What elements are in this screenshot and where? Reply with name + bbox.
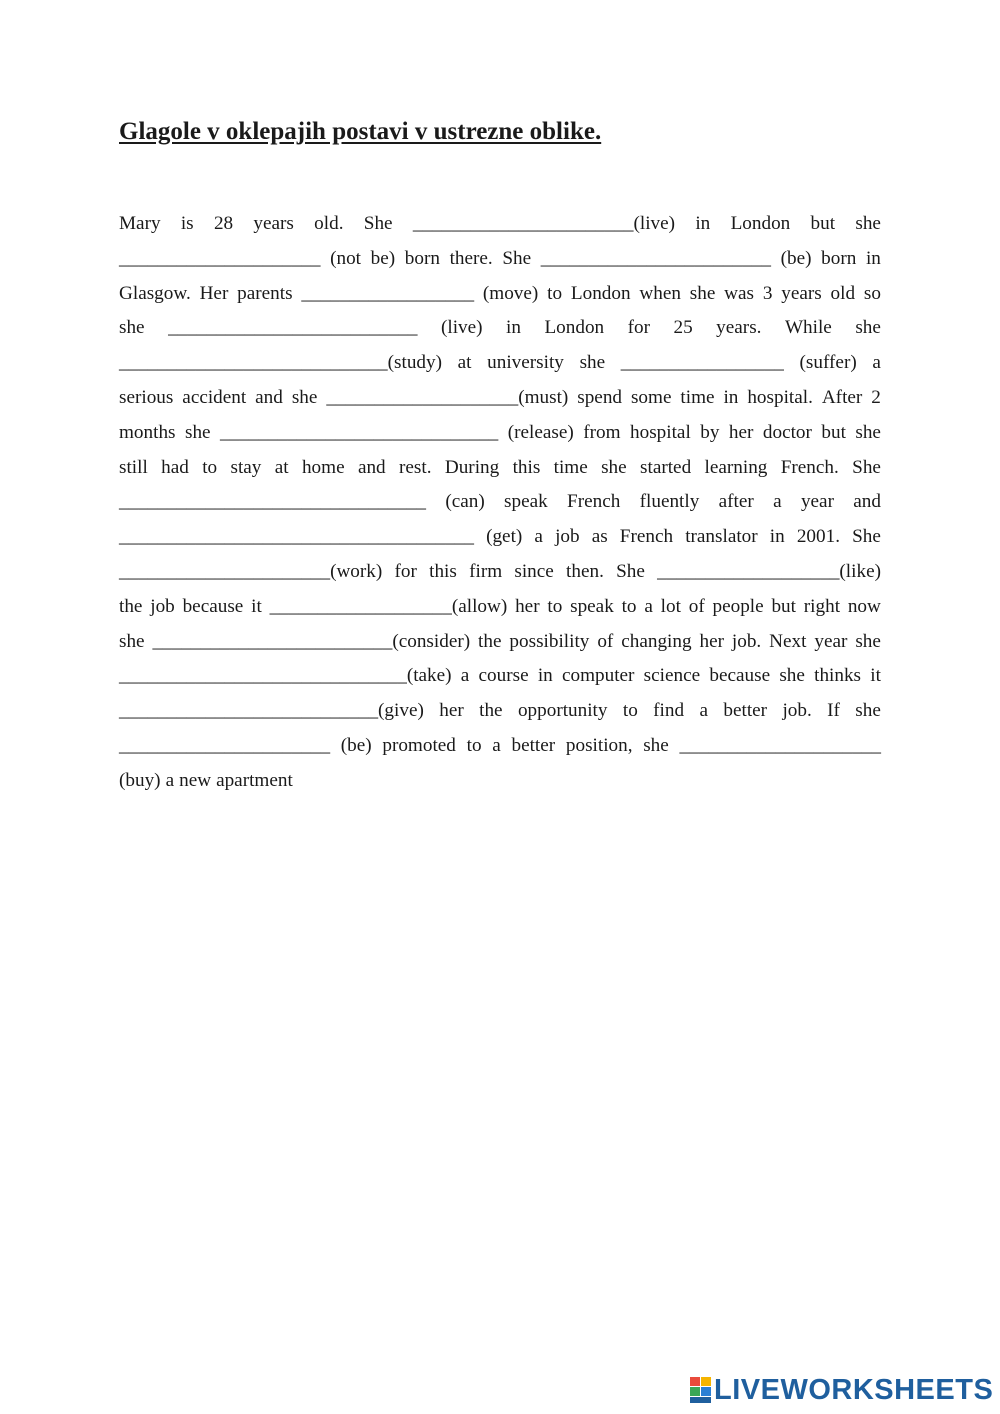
passage-word: 28 <box>213 213 234 234</box>
passage-word: this <box>429 560 457 582</box>
passage-word: people <box>712 595 764 617</box>
passage-word: course <box>478 665 529 687</box>
passage-word: (be) <box>340 734 372 756</box>
passage-word: year <box>800 491 834 513</box>
passage-word: 25 <box>673 317 693 339</box>
passage-word: started <box>640 456 692 478</box>
passage-word: While <box>784 317 832 339</box>
passage-word: a <box>534 526 543 548</box>
passage-line <box>119 485 881 520</box>
passage-word: position, <box>565 734 633 756</box>
answer-blank[interactable]: _____________________________ <box>220 421 499 443</box>
logo-block-e <box>701 1387 711 1396</box>
passage-word: (get) <box>486 526 523 548</box>
answer-blank[interactable]: ____________________________(study) <box>119 352 442 374</box>
passage-word: since <box>514 560 554 582</box>
passage-word: in <box>506 317 521 339</box>
passage-word: During <box>444 456 500 478</box>
passage-word: she <box>291 386 318 408</box>
passage-word: changing <box>621 630 692 652</box>
passage-word: is <box>180 213 194 234</box>
answer-blank[interactable]: _____________________ <box>119 247 321 269</box>
passage-word: (move) <box>482 282 539 304</box>
passage-word: at <box>457 352 472 374</box>
passage-word: this <box>512 456 541 478</box>
passage-word: years <box>253 213 294 234</box>
passage-word: still <box>119 456 148 478</box>
answer-blank[interactable]: ______________________(work) <box>119 560 383 582</box>
passage-word: After <box>821 386 863 408</box>
passage-word: born <box>404 247 440 269</box>
passage-word: right <box>803 595 841 617</box>
passage-word: because <box>182 595 244 617</box>
passage-word: and <box>853 491 881 513</box>
passage-word: to <box>547 282 563 304</box>
passage-word: but <box>771 595 796 617</box>
passage-word: at <box>274 456 289 478</box>
worksheet-title: Glagole v oklepajih postavi v ustrezne oblike. <box>119 118 602 145</box>
passage-word: be) <box>370 247 396 269</box>
passage-word: (can) <box>445 491 485 513</box>
passage-word: so <box>863 282 881 304</box>
passage-word: stay <box>230 456 262 478</box>
passage-word: She <box>502 247 532 269</box>
answer-blank[interactable]: __________________________ <box>168 317 418 339</box>
passage-word: to <box>466 734 482 756</box>
passage-word: to <box>202 456 218 478</box>
answer-blank[interactable]: ______________________________(take) <box>119 665 452 687</box>
passage-word: years <box>781 282 822 304</box>
passage-word: 2 <box>871 386 881 408</box>
passage-word: If <box>827 700 840 722</box>
passage-word: the <box>479 700 503 722</box>
passage-word: apartment <box>216 769 293 791</box>
passage-word: (buy) <box>119 769 161 791</box>
passage-line <box>119 729 881 764</box>
passage-word: Mary <box>119 213 161 234</box>
passage-word: home <box>301 456 345 478</box>
passage-word: 3 <box>762 282 773 304</box>
passage-word: job. <box>782 700 812 722</box>
passage-word: and <box>255 386 283 408</box>
passage-word: she <box>855 317 881 339</box>
passage-word: (not <box>330 247 362 269</box>
answer-blank[interactable]: ___________________(like) <box>657 560 881 582</box>
answer-blank[interactable]: ____________________(must) <box>326 386 569 408</box>
passage-word: years. <box>716 317 762 339</box>
passage-word: had <box>161 456 189 478</box>
passage-word: her <box>728 421 754 443</box>
exercise-passage <box>119 207 881 799</box>
passage-word: but <box>810 213 836 234</box>
answer-blank[interactable]: ___________________(allow) <box>269 595 508 617</box>
passage-line <box>119 764 881 799</box>
passage-word: accident <box>182 386 247 408</box>
passage-word: of <box>597 630 614 652</box>
passage-word: old <box>830 282 856 304</box>
passage-word: she <box>184 421 211 443</box>
passage-line <box>119 590 881 625</box>
passage-word: it <box>870 665 881 687</box>
passage-word: 2001. <box>796 526 840 548</box>
logo-block-l <box>690 1377 700 1386</box>
passage-word: she <box>855 700 881 722</box>
passage-line <box>119 277 881 312</box>
passage-line <box>119 207 881 242</box>
passage-word: time <box>680 386 715 408</box>
passage-word: fluently <box>639 491 700 513</box>
passage-word: she <box>119 317 145 339</box>
passage-word: to <box>621 595 637 617</box>
passage-word: Her <box>199 282 229 304</box>
passage-word: a <box>699 700 708 722</box>
passage-word: job <box>555 526 580 548</box>
passage-word: in <box>537 665 553 687</box>
passage-word: her <box>439 700 464 722</box>
passage-word: learning <box>704 456 768 478</box>
passage-word: for <box>627 317 651 339</box>
passage-line <box>119 625 881 660</box>
passage-word: firm <box>469 560 503 582</box>
passage-word: (be) <box>780 247 812 269</box>
passage-word: job <box>150 595 175 617</box>
passage-word: better <box>723 700 768 722</box>
passage-word: parents <box>237 282 293 304</box>
passage-word: her <box>515 595 540 617</box>
answer-blank[interactable]: _________________ <box>620 352 784 374</box>
passage-word: (release) <box>507 421 574 443</box>
passage-line <box>119 242 881 277</box>
passage-word: doctor <box>762 421 812 443</box>
passage-word: there. <box>449 247 493 269</box>
passage-word: and <box>357 456 386 478</box>
passage-word: she <box>855 213 881 234</box>
passage-line <box>119 346 881 381</box>
passage-word: the <box>119 595 143 617</box>
answer-blank[interactable]: _______________________(live) <box>412 213 676 234</box>
passage-word: speak <box>504 491 548 513</box>
passage-word: possibility <box>509 630 590 652</box>
answer-blank[interactable]: ________________________________ <box>119 491 426 513</box>
passage-word: she <box>579 352 606 374</box>
passage-line <box>119 381 881 416</box>
liveworksheets-logo <box>690 1373 993 1407</box>
passage-word: born <box>821 247 857 269</box>
answer-blank[interactable]: ___________________________(give) <box>119 700 424 722</box>
passage-word: London <box>730 213 791 234</box>
passage-line <box>119 694 881 729</box>
passage-word: serious <box>119 386 174 408</box>
passage-word: in <box>769 526 785 548</box>
passage-word: She <box>616 560 645 582</box>
passage-word: find <box>653 700 685 722</box>
passage-word: the <box>478 630 502 652</box>
passage-word: London <box>570 282 631 304</box>
answer-blank[interactable]: ______________________ <box>119 734 331 756</box>
logo-block-v <box>690 1387 700 1396</box>
passage-word: her <box>699 630 724 652</box>
passage-word: French <box>619 526 674 548</box>
passage-word: for <box>394 560 417 582</box>
passage-word: time <box>553 456 588 478</box>
passage-word: London <box>544 317 605 339</box>
passage-word: months <box>119 421 176 443</box>
passage-word: some <box>630 386 672 408</box>
liveworksheets-logo-icon <box>690 1375 712 1405</box>
answer-blank[interactable]: _________________________(consider) <box>152 630 471 652</box>
passage-word: a <box>872 352 881 374</box>
passage-word: hospital. <box>747 386 813 408</box>
passage-word: opportunity <box>517 700 608 722</box>
passage-line <box>119 520 881 555</box>
passage-word: from <box>583 421 621 443</box>
passage-word: she <box>779 665 805 687</box>
passage-word: in <box>695 213 711 234</box>
passage-word: was <box>724 282 754 304</box>
passage-word: when <box>639 282 681 304</box>
passage-word: she <box>119 630 145 652</box>
passage-word: it <box>251 595 262 617</box>
passage-word: because <box>709 665 771 687</box>
passage-line <box>119 311 881 346</box>
answer-blank[interactable]: ________________________ <box>540 247 771 269</box>
passage-word: speak <box>570 595 614 617</box>
passage-word: old. <box>314 213 344 234</box>
passage-line <box>119 555 881 590</box>
passage-word: French <box>567 491 621 513</box>
passage-word: year <box>814 630 848 652</box>
passage-word: a <box>460 665 470 687</box>
passage-word: promoted <box>382 734 456 756</box>
passage-word: (live) <box>440 317 483 339</box>
passage-word: in <box>723 386 739 408</box>
liveworksheets-logo-text: LIVEWORKSHEETS <box>714 1373 994 1406</box>
passage-word: but <box>821 421 846 443</box>
passage-word: a <box>165 769 175 791</box>
passage-word: thinks <box>814 665 862 687</box>
passage-word: to <box>547 595 563 617</box>
passage-word: university <box>487 352 564 374</box>
passage-line <box>119 451 881 486</box>
answer-blank[interactable]: _____________________________________ <box>119 526 474 548</box>
passage-word: computer <box>561 665 635 687</box>
passage-line <box>119 416 881 451</box>
passage-word: by <box>700 421 720 443</box>
passage-word: hospital <box>630 421 691 443</box>
passage-word: she <box>855 421 881 443</box>
passage-line <box>119 659 881 694</box>
answer-blank[interactable]: __________________ <box>301 282 475 304</box>
answer-blank[interactable]: _____________________ <box>679 734 881 756</box>
passage-word: lot <box>660 595 681 617</box>
logo-block-bottom <box>690 1397 711 1403</box>
passage-word: She <box>852 456 881 478</box>
passage-word: rest. <box>399 456 432 478</box>
passage-word: better <box>511 734 556 756</box>
passage-word: job. <box>731 630 762 652</box>
passage-word: She <box>363 213 393 234</box>
passage-word: in <box>865 247 881 269</box>
passage-word: She <box>852 526 881 548</box>
passage-word: she <box>855 630 881 652</box>
passage-word: a <box>773 491 782 513</box>
passage-word: a <box>492 734 501 756</box>
passage-word: she <box>643 734 669 756</box>
logo-block-i <box>701 1377 711 1386</box>
passage-word: she <box>601 456 627 478</box>
passage-word: Glasgow. <box>119 282 191 304</box>
passage-word: a <box>644 595 653 617</box>
passage-word: spend <box>577 386 623 408</box>
passage-word: science <box>643 665 701 687</box>
passage-word: French. <box>780 456 839 478</box>
passage-word: Next <box>769 630 807 652</box>
passage-word: she <box>689 282 716 304</box>
passage-word: translator <box>685 526 758 548</box>
passage-word: new <box>179 769 212 791</box>
passage-word: to <box>622 700 638 722</box>
passage-word: now <box>847 595 881 617</box>
passage-word: of <box>688 595 705 617</box>
passage-word: as <box>591 526 608 548</box>
passage-word: after <box>718 491 754 513</box>
passage-word: (suffer) <box>799 352 857 374</box>
passage-word: then. <box>566 560 604 582</box>
